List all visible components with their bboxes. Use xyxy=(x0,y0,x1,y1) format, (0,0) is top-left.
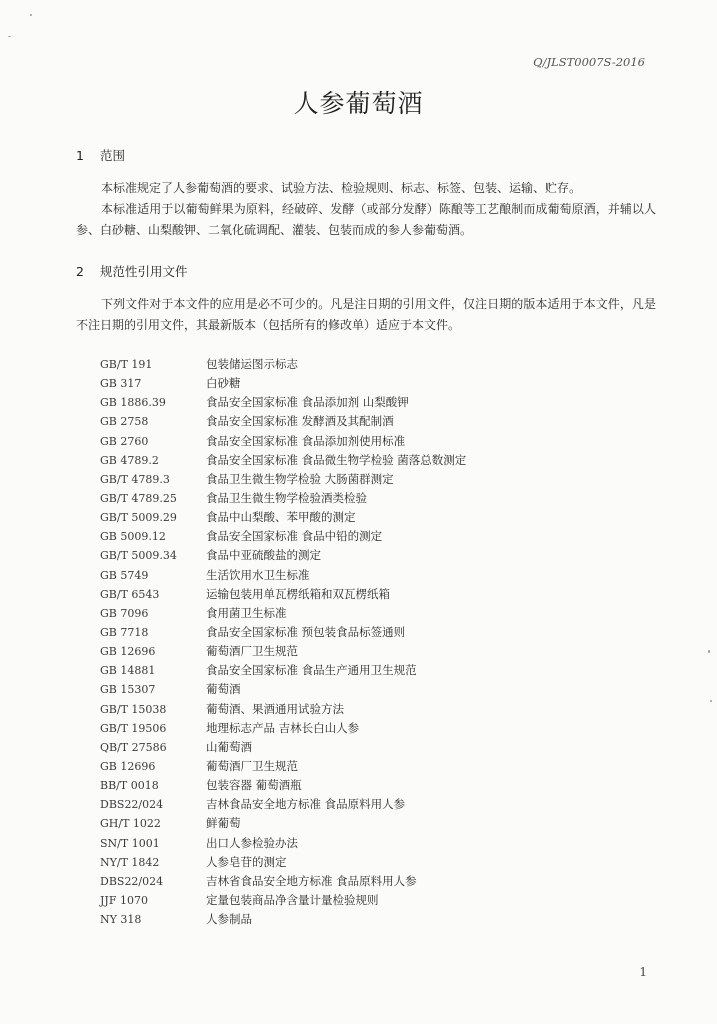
reference-title: 食品中亚硫酸盐的测定 xyxy=(206,548,321,563)
reference-item xyxy=(100,795,466,814)
reference-item xyxy=(100,508,466,527)
reference-code: NY/T 1842 xyxy=(100,855,160,869)
reference-item xyxy=(100,355,466,374)
reference-code: GB 15307 xyxy=(100,683,156,697)
reference-code: GB 5009.12 xyxy=(100,530,166,544)
section-title: 规范性引用文件 xyxy=(99,264,188,279)
scan-speck xyxy=(708,650,710,653)
section-heading-scope xyxy=(76,146,125,164)
scan-speck xyxy=(30,14,32,16)
reference-code: GH/T 1022 xyxy=(100,817,161,831)
reference-item xyxy=(100,700,466,719)
reference-item xyxy=(100,432,466,451)
reference-code: SN/T 1001 xyxy=(100,836,160,850)
reference-title: 食品安全国家标准 预包装食品标签通则 xyxy=(206,624,406,639)
reference-title: 生活饮用水卫生标准 xyxy=(206,567,310,582)
reference-title: 食品安全国家标准 食品微生物学检验 菌落总数测定 xyxy=(206,452,467,467)
scope-paragraph-1: 本标准规定了人参葡萄酒的要求、试验方法、检验规则、标志、标签、包装、运输、贮存。 xyxy=(101,181,582,195)
reference-code: GB 1886.39 xyxy=(100,396,166,410)
reference-title: 鲜葡萄 xyxy=(206,816,241,831)
section-number: 1 xyxy=(76,148,84,163)
reference-code: NY 318 xyxy=(100,913,142,927)
reference-title: 吉林省食品安全地方标准 食品原料用人参 xyxy=(206,873,417,888)
reference-title: 地理标志产品 吉林长白山人参 xyxy=(206,720,360,735)
reference-title: 食品安全国家标准 食品添加剂使用标准 xyxy=(206,433,406,448)
reference-code: GB/T 5009.34 xyxy=(100,549,177,563)
reference-title: 食品安全国家标准 食品生产通用卫生规范 xyxy=(206,663,417,678)
reference-title: 运输包装用单瓦楞纸箱和双瓦楞纸箱 xyxy=(206,586,390,601)
reference-code: GB 7718 xyxy=(100,625,149,639)
reference-title: 食品安全国家标准 食品中铅的测定 xyxy=(206,529,383,544)
reference-item xyxy=(100,814,466,833)
reference-title: 山葡萄酒 xyxy=(206,739,252,754)
reference-item xyxy=(100,393,466,412)
reference-item xyxy=(100,451,466,470)
reference-title: 白砂糖 xyxy=(206,376,241,391)
reference-code: GB 317 xyxy=(100,377,142,391)
reference-item xyxy=(100,623,466,642)
reference-title: 食品卫生微生物学检验 大肠菌群测定 xyxy=(206,471,394,486)
reference-title: 葡萄酒、果酒通用试验方法 xyxy=(206,701,344,716)
scope-paragraph-2: 本标准适用于以葡萄鲜果为原料，经破碎、发酵（或部分发酵）陈酿等工艺酿制而成葡萄原酒，并辅以人参、白砂糖、山梨酸钾、二氧化硫调配、灌装、包装而成的参人参葡萄酒。 xyxy=(76,202,656,237)
reference-item xyxy=(100,680,466,699)
reference-code: GB 5749 xyxy=(100,568,149,582)
scan-speck xyxy=(710,700,712,702)
reference-item xyxy=(100,910,466,929)
reference-title: 葡萄酒厂卫生规范 xyxy=(206,758,298,773)
reference-item xyxy=(100,853,466,872)
section-heading-normative-references xyxy=(76,262,188,280)
reference-title: 出口人参检验办法 xyxy=(206,835,298,850)
reference-title: 食品卫生微生物学检验酒类检验 xyxy=(206,490,367,505)
reference-item xyxy=(100,834,466,853)
reference-code: GB 12696 xyxy=(100,645,156,659)
reference-code: DBS22/024 xyxy=(100,874,164,888)
reference-code: GB/T 15038 xyxy=(100,702,167,716)
document-title: 人参葡萄酒 xyxy=(293,89,424,118)
reference-item xyxy=(100,374,466,393)
reference-title: 定量包装商品净含量计量检验规则 xyxy=(206,892,379,907)
reference-code: GB 2760 xyxy=(100,434,149,448)
reference-item xyxy=(100,757,466,776)
reference-code: GB 14881 xyxy=(100,664,156,678)
reference-code: GB 2758 xyxy=(100,415,149,429)
reference-title: 葡萄酒 xyxy=(206,682,241,697)
reference-code: GB 12696 xyxy=(100,759,156,773)
scan-speck xyxy=(8,36,11,37)
references-intro-paragraph: 下列文件对于本文件的应用是必不可少的。凡是注日期的引用文件，仅注日期的版本适用于本文件，凡是不注日期的引用文件，其最新版本（包括所有的修改单）适应于本文件。 xyxy=(76,297,656,332)
reference-item xyxy=(100,470,466,489)
reference-code: GB/T 4789.25 xyxy=(100,491,177,505)
reference-list xyxy=(100,355,466,929)
page-number: 1 xyxy=(639,965,647,979)
reference-code: GB 4789.2 xyxy=(100,453,159,467)
reference-title: 食品安全国家标准 发酵酒及其配制酒 xyxy=(206,414,394,429)
reference-code: GB 7096 xyxy=(100,606,149,620)
reference-item xyxy=(100,585,466,604)
reference-title: 人参皂苷的测定 xyxy=(206,854,287,869)
reference-item xyxy=(100,661,466,680)
reference-title: 包装容器 葡萄酒瓶 xyxy=(206,778,302,793)
standard-code: Q/JLST0007S-2016 xyxy=(533,55,645,69)
reference-code: GB/T 4789.3 xyxy=(100,472,170,486)
reference-item xyxy=(100,776,466,795)
reference-code: GB/T 5009.29 xyxy=(100,511,177,525)
reference-title: 包装储运图示标志 xyxy=(206,357,298,371)
reference-title: 人参制品 xyxy=(206,912,252,927)
reference-item xyxy=(100,719,466,738)
reference-code: DBS22/024 xyxy=(100,798,164,812)
reference-code: BB/T 0018 xyxy=(100,779,159,793)
reference-item xyxy=(100,566,466,585)
reference-title: 葡萄酒厂卫生规范 xyxy=(206,644,298,659)
section-number: 2 xyxy=(76,264,84,279)
reference-code: QB/T 27586 xyxy=(100,740,167,754)
reference-item xyxy=(100,489,466,508)
reference-item xyxy=(100,891,466,910)
reference-title: 食用菌卫生标准 xyxy=(206,605,287,620)
reference-item xyxy=(100,527,466,546)
reference-code: JJF 1070 xyxy=(100,893,148,907)
reference-code: GB/T 191 xyxy=(100,358,153,371)
reference-item xyxy=(100,738,466,757)
reference-item xyxy=(100,872,466,891)
reference-item xyxy=(100,642,466,661)
reference-item xyxy=(100,546,466,565)
reference-title: 食品安全国家标准 食品添加剂 山梨酸钾 xyxy=(206,395,409,410)
reference-title: 吉林食品安全地方标准 食品原料用人参 xyxy=(206,797,406,812)
reference-code: GB/T 19506 xyxy=(100,721,167,735)
reference-item xyxy=(100,412,466,431)
reference-item xyxy=(100,604,466,623)
section-title: 范围 xyxy=(99,148,125,163)
reference-code: GB/T 6543 xyxy=(100,587,160,601)
reference-title: 食品中山梨酸、苯甲酸的测定 xyxy=(206,510,356,525)
